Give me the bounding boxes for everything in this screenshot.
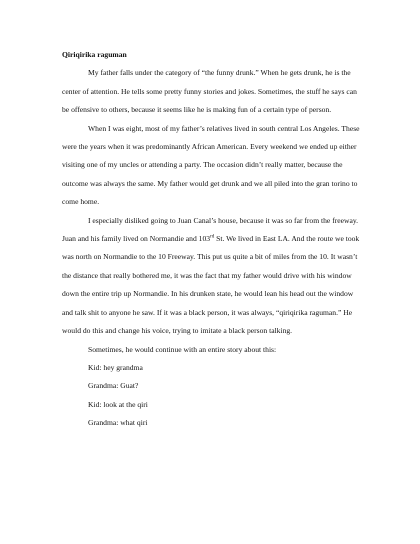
document-title: Qiriqirika raguman: [62, 50, 127, 59]
dialogue-line-2: Grandma: Guat?: [88, 381, 139, 391]
document-body: [62, 46, 362, 433]
dialogue-line-1: Kid: hey grandma: [88, 362, 143, 372]
paragraph-3: [62, 212, 362, 341]
dialogue-line-3: Kid: look at the qiri: [88, 399, 148, 409]
ordinal-suffix: rd: [210, 234, 215, 240]
paragraph-3-part-1: I especially disliked going to Juan Canal’s house, because it was so far from the freeway. Juan and his family lived on Normandie and 103: [62, 215, 359, 244]
dialogue-line-4: Grandma: what qiri: [88, 418, 148, 428]
paragraph-1: My father falls under the category of “the funny drunk.” When he gets drunk, he is the center of attention. He tells some pretty funny stories and jokes. Sometimes, the stuff he says can be offensive to others, because it seems like he is making fun of a certain type of person.: [62, 68, 357, 115]
paragraph-4: Sometimes, he would continue with an entire story about this:: [88, 344, 277, 354]
paragraph-2: When I was eight, most of my father’s relatives lived in south central Los Angeles. These were the years when it was predominantly African American. Every weekend we ended up either visiting one of my uncles or attending a party. The occasion didn’t really matter, because the outcome was always the same. My father would get drunk and we all piled into the gran torino to come home.: [62, 123, 360, 207]
paragraph-3-part-2: St. We lived in East LA. And the route we took was north on Normandie to the 10 Freeway. This put us quite a bit of miles from the 10. It wasn’t the distance that really bothered me, it was the fact that my father would drive with his window down the entire trip up Normandie. In his drunken state, he would lean his head out the window and talk shit to anyone he saw. If it was a black person, it was always, “qiriqirika raguman.” He would do this and change his voice, trying to imitate a black person talking.: [62, 234, 360, 336]
